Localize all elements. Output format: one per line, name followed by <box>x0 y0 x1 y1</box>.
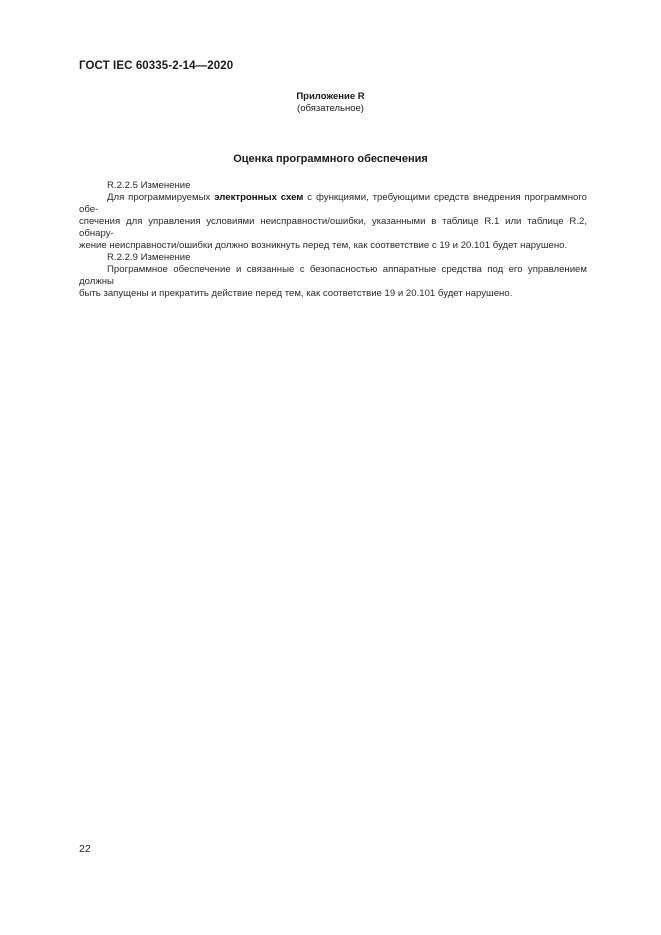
text-run: Для программируемых <box>107 192 215 203</box>
annex-status: (обязательное) <box>297 103 364 114</box>
paragraph-line: жение неисправности/ошибки должно возникнуть перед тем, как соответствие с 19 и 20.101 будет нарушено. <box>79 240 568 251</box>
clause-paragraph <box>79 264 587 300</box>
page-number: 22 <box>79 843 91 855</box>
annex-title: Приложение R <box>296 91 365 102</box>
clause-heading: R.2.2.9 Изменение <box>107 252 191 263</box>
clause-paragraph <box>79 192 587 252</box>
document-body <box>79 180 587 300</box>
paragraph-line: Программное обеспечение и связанные с безопасностью аппаратные средства под его управлением должны <box>79 264 587 287</box>
bold-term: электронных схем <box>214 192 304 203</box>
paragraph-line <box>79 192 587 216</box>
paragraph-line: спечения для управления условиями неисправности/ошибки, указанными в таблице R.1 или таблице R.2, обнару- <box>79 216 587 239</box>
clause-heading: R.2.2.5 Изменение <box>107 180 191 191</box>
section-title: Оценка программного обеспечения <box>233 153 428 165</box>
paragraph-line: быть запущены и прекратить действие перед тем, как соответствие 19 и 20.101 будет нарушено. <box>79 288 513 299</box>
text-run: с функциями, требующими средств внедрения программного обе- <box>79 192 587 215</box>
standard-designation: ГОСТ IEC 60335-2-14—2020 <box>79 60 234 72</box>
